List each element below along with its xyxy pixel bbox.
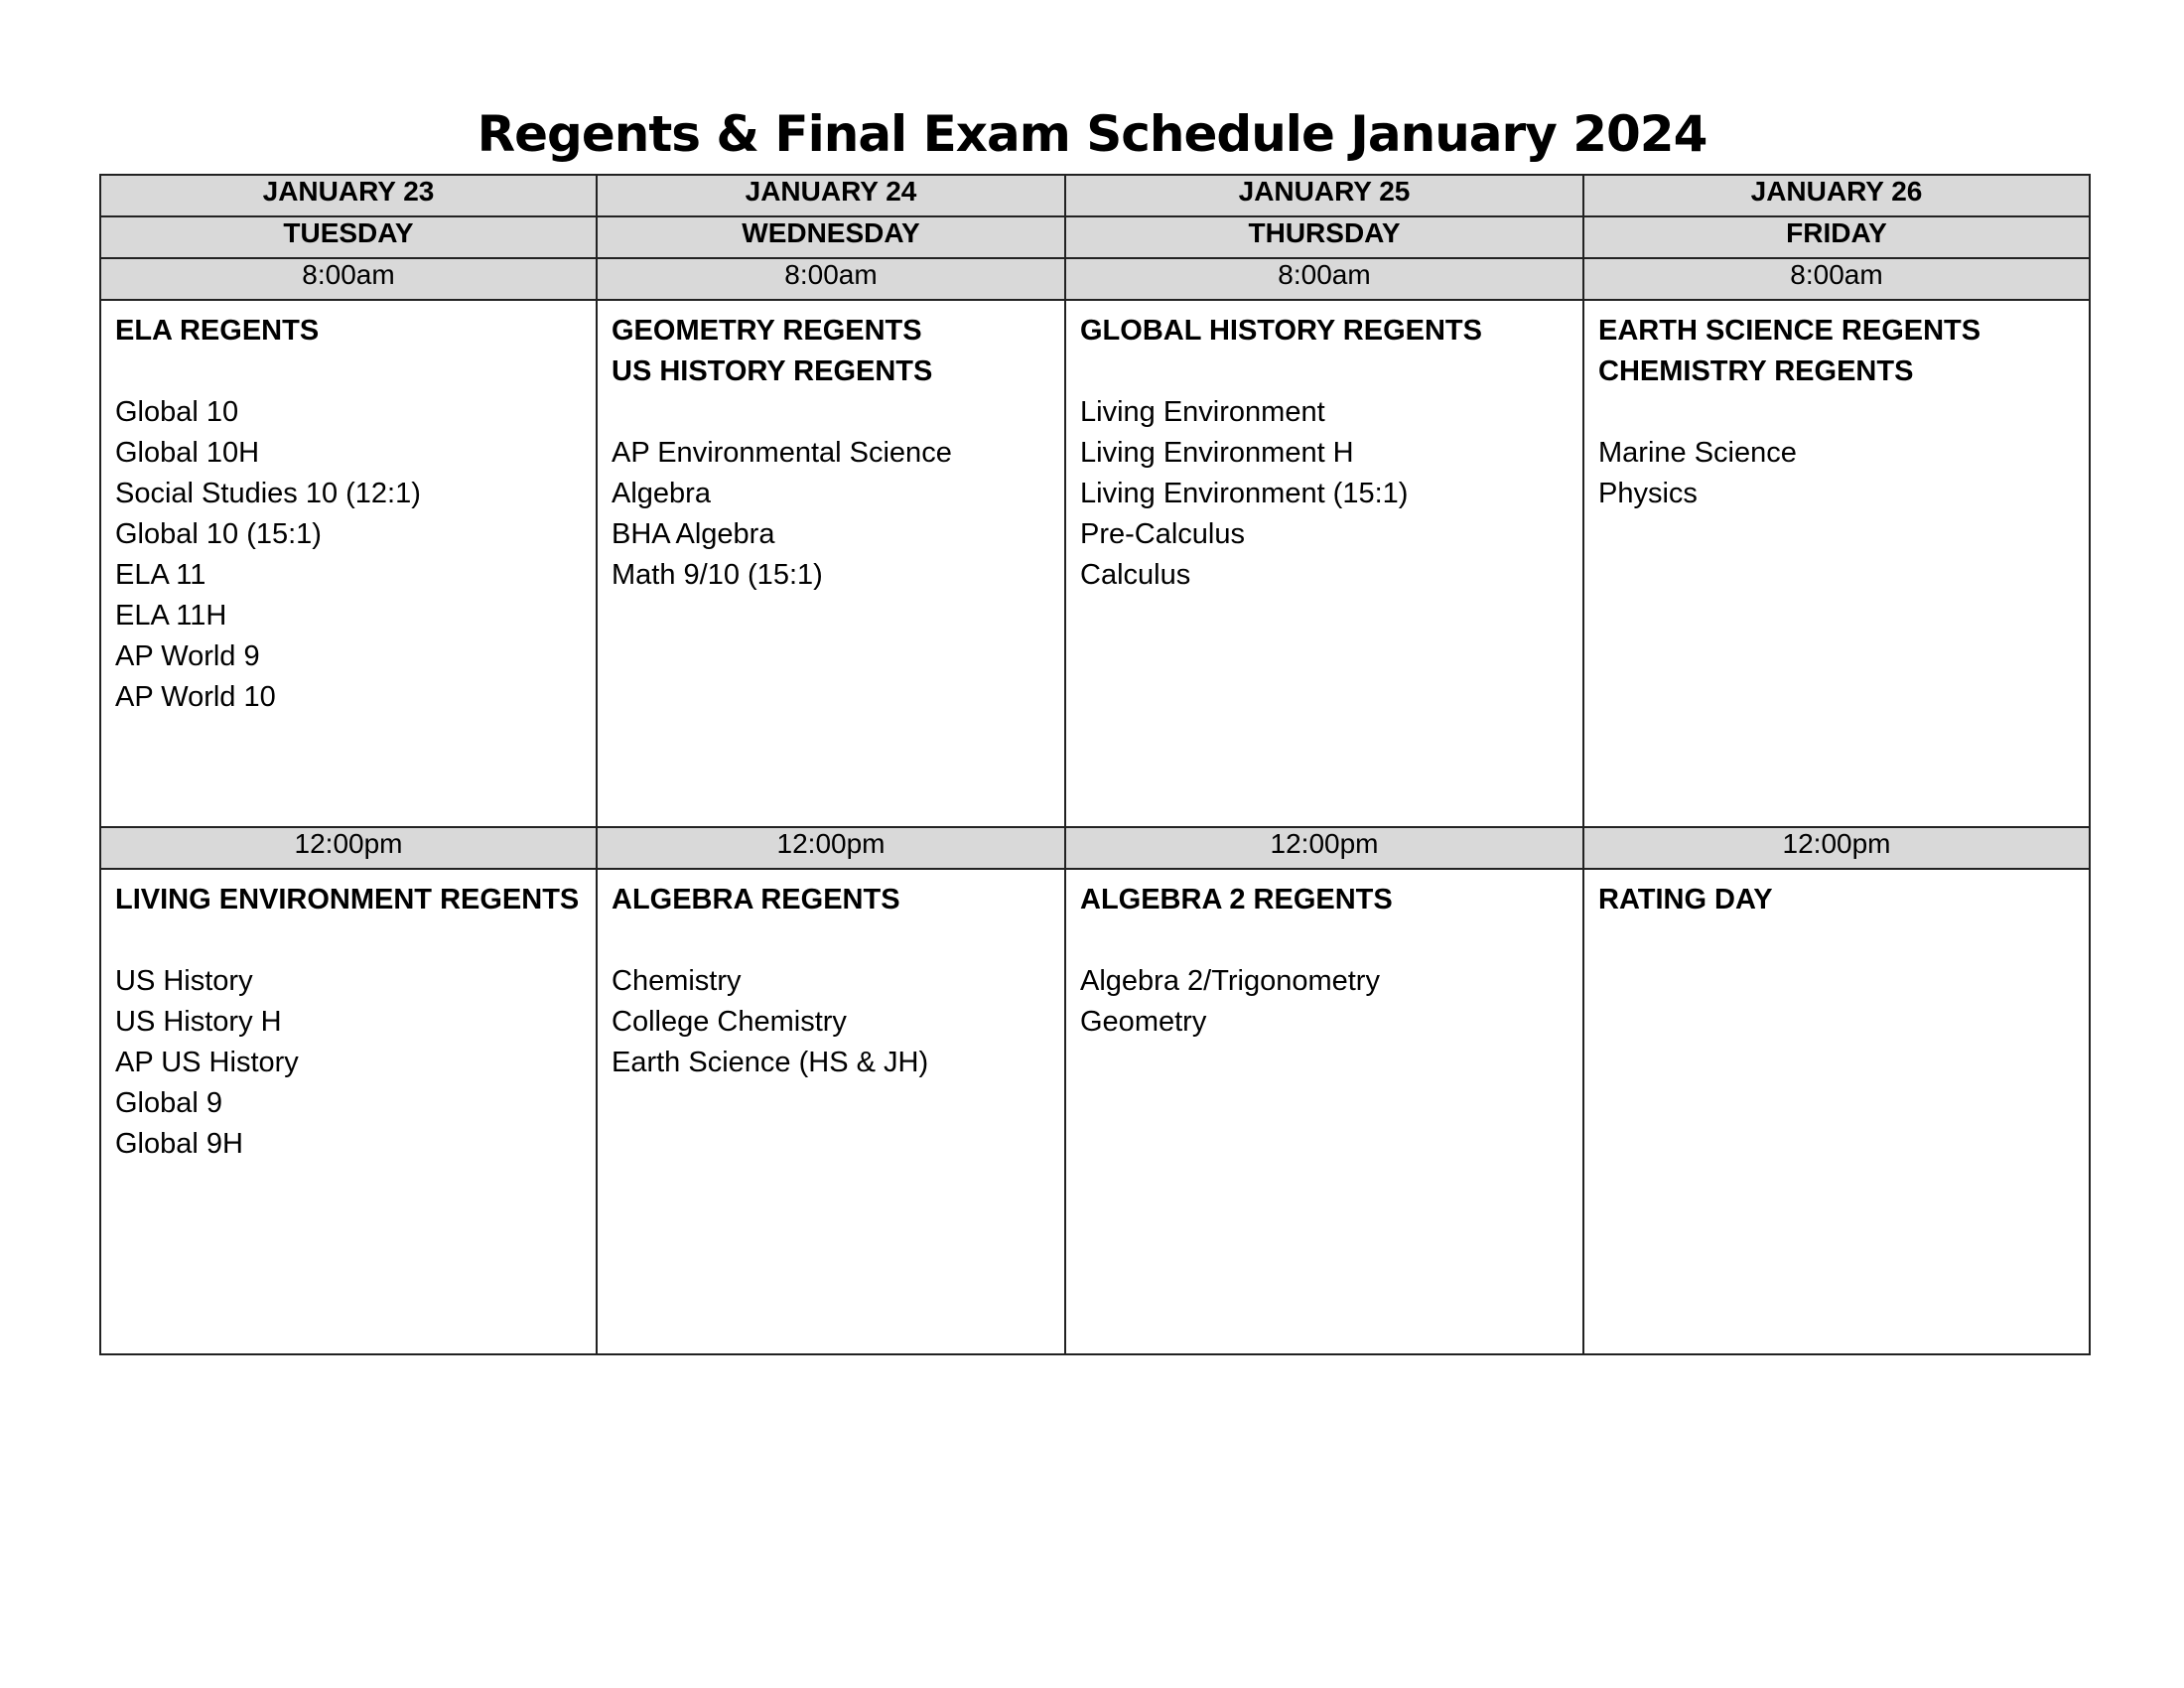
course-exam-item: ELA 11H xyxy=(115,600,227,632)
course-exam-item: ELA 11 xyxy=(115,559,206,591)
spacer xyxy=(115,920,582,961)
regents-exam-title: LIVING ENVIRONMENT REGENTS xyxy=(115,884,580,915)
morning-time: 8:00am xyxy=(1065,258,1583,300)
afternoon-exams-cell xyxy=(1065,869,1583,1354)
date-header: JANUARY 23 xyxy=(100,175,597,216)
regents-exam-title: ALGEBRA REGENTS xyxy=(612,884,900,915)
regents-exam-title: CHEMISTRY REGENTS xyxy=(1598,355,1914,387)
course-exam-item: Earth Science (HS & JH) xyxy=(612,1047,929,1078)
morning-time-row xyxy=(100,258,2090,300)
afternoon-exams-cell xyxy=(597,869,1065,1354)
date-header: JANUARY 24 xyxy=(597,175,1065,216)
afternoon-time: 12:00pm xyxy=(597,827,1065,869)
morning-exams-cell xyxy=(100,300,597,827)
morning-exams-cell xyxy=(1583,300,2090,827)
course-exam-item: AP World 10 xyxy=(115,681,276,713)
course-exam-item: Living Environment H xyxy=(1080,437,1354,469)
spacer xyxy=(1598,392,2075,433)
morning-time: 8:00am xyxy=(100,258,597,300)
spacer xyxy=(1080,920,1569,961)
spacer xyxy=(1080,352,1569,392)
date-header: JANUARY 25 xyxy=(1065,175,1583,216)
afternoon-exams-row xyxy=(100,869,2090,1354)
date-row xyxy=(100,175,2090,216)
course-exam-item: Algebra 2/Trigonometry xyxy=(1080,965,1380,997)
course-exam-item: Global 10 xyxy=(115,396,239,428)
regents-exam-title: ALGEBRA 2 REGENTS xyxy=(1080,884,1393,915)
exam-schedule-table xyxy=(99,174,2091,1355)
course-exam-item: Social Studies 10 (12:1) xyxy=(115,478,421,509)
morning-exams-cell xyxy=(597,300,1065,827)
course-exam-item: AP World 9 xyxy=(115,640,260,672)
course-exam-item: AP US History xyxy=(115,1047,299,1078)
course-exam-item: Pre-Calculus xyxy=(1080,518,1245,550)
course-exam-item: AP Environmental Science xyxy=(612,437,952,469)
page-title: Regents & Final Exam Schedule January 2024 xyxy=(477,105,1707,163)
afternoon-time-row xyxy=(100,827,2090,869)
afternoon-exams-cell xyxy=(100,869,597,1354)
spacer xyxy=(612,920,1050,961)
course-exam-item: US History H xyxy=(115,1006,282,1038)
regents-exam-title: GEOMETRY REGENTS xyxy=(612,315,922,347)
course-exam-item: BHA Algebra xyxy=(612,518,775,550)
weekday-header: THURSDAY xyxy=(1065,216,1583,258)
course-exam-item: Algebra xyxy=(612,478,711,509)
regents-exam-title: US HISTORY REGENTS xyxy=(612,355,933,387)
date-header: JANUARY 26 xyxy=(1583,175,2090,216)
course-exam-item: Geometry xyxy=(1080,1006,1207,1038)
course-exam-item: Global 9 xyxy=(115,1087,223,1119)
course-exam-item: US History xyxy=(115,965,253,997)
regents-exam-title: RATING DAY xyxy=(1598,884,1773,915)
course-exam-item: Marine Science xyxy=(1598,437,1797,469)
course-exam-item: Math 9/10 (15:1) xyxy=(612,559,823,591)
morning-time: 8:00am xyxy=(1583,258,2090,300)
spacer xyxy=(612,392,1050,433)
course-exam-item: Living Environment xyxy=(1080,396,1325,428)
weekday-header: WEDNESDAY xyxy=(597,216,1065,258)
weekday-header: FRIDAY xyxy=(1583,216,2090,258)
course-exam-item: Living Environment (15:1) xyxy=(1080,478,1409,509)
course-exam-item: Physics xyxy=(1598,478,1698,509)
weekday-row xyxy=(100,216,2090,258)
regents-exam-title: EARTH SCIENCE REGENTS xyxy=(1598,315,1981,347)
afternoon-exams-cell xyxy=(1583,869,2090,1354)
morning-exams-cell xyxy=(1065,300,1583,827)
afternoon-time: 12:00pm xyxy=(100,827,597,869)
regents-exam-title: GLOBAL HISTORY REGENTS xyxy=(1080,315,1482,347)
course-exam-item: College Chemistry xyxy=(612,1006,847,1038)
weekday-header: TUESDAY xyxy=(100,216,597,258)
afternoon-time: 12:00pm xyxy=(1583,827,2090,869)
course-exam-item: Global 10 (15:1) xyxy=(115,518,322,550)
course-exam-item: Global 9H xyxy=(115,1128,243,1160)
course-exam-item: Calculus xyxy=(1080,559,1191,591)
regents-exam-title: ELA REGENTS xyxy=(115,315,320,347)
afternoon-time: 12:00pm xyxy=(1065,827,1583,869)
spacer xyxy=(115,352,582,392)
morning-time: 8:00am xyxy=(597,258,1065,300)
course-exam-item: Global 10H xyxy=(115,437,260,469)
morning-exams-row xyxy=(100,300,2090,827)
course-exam-item: Chemistry xyxy=(612,965,742,997)
